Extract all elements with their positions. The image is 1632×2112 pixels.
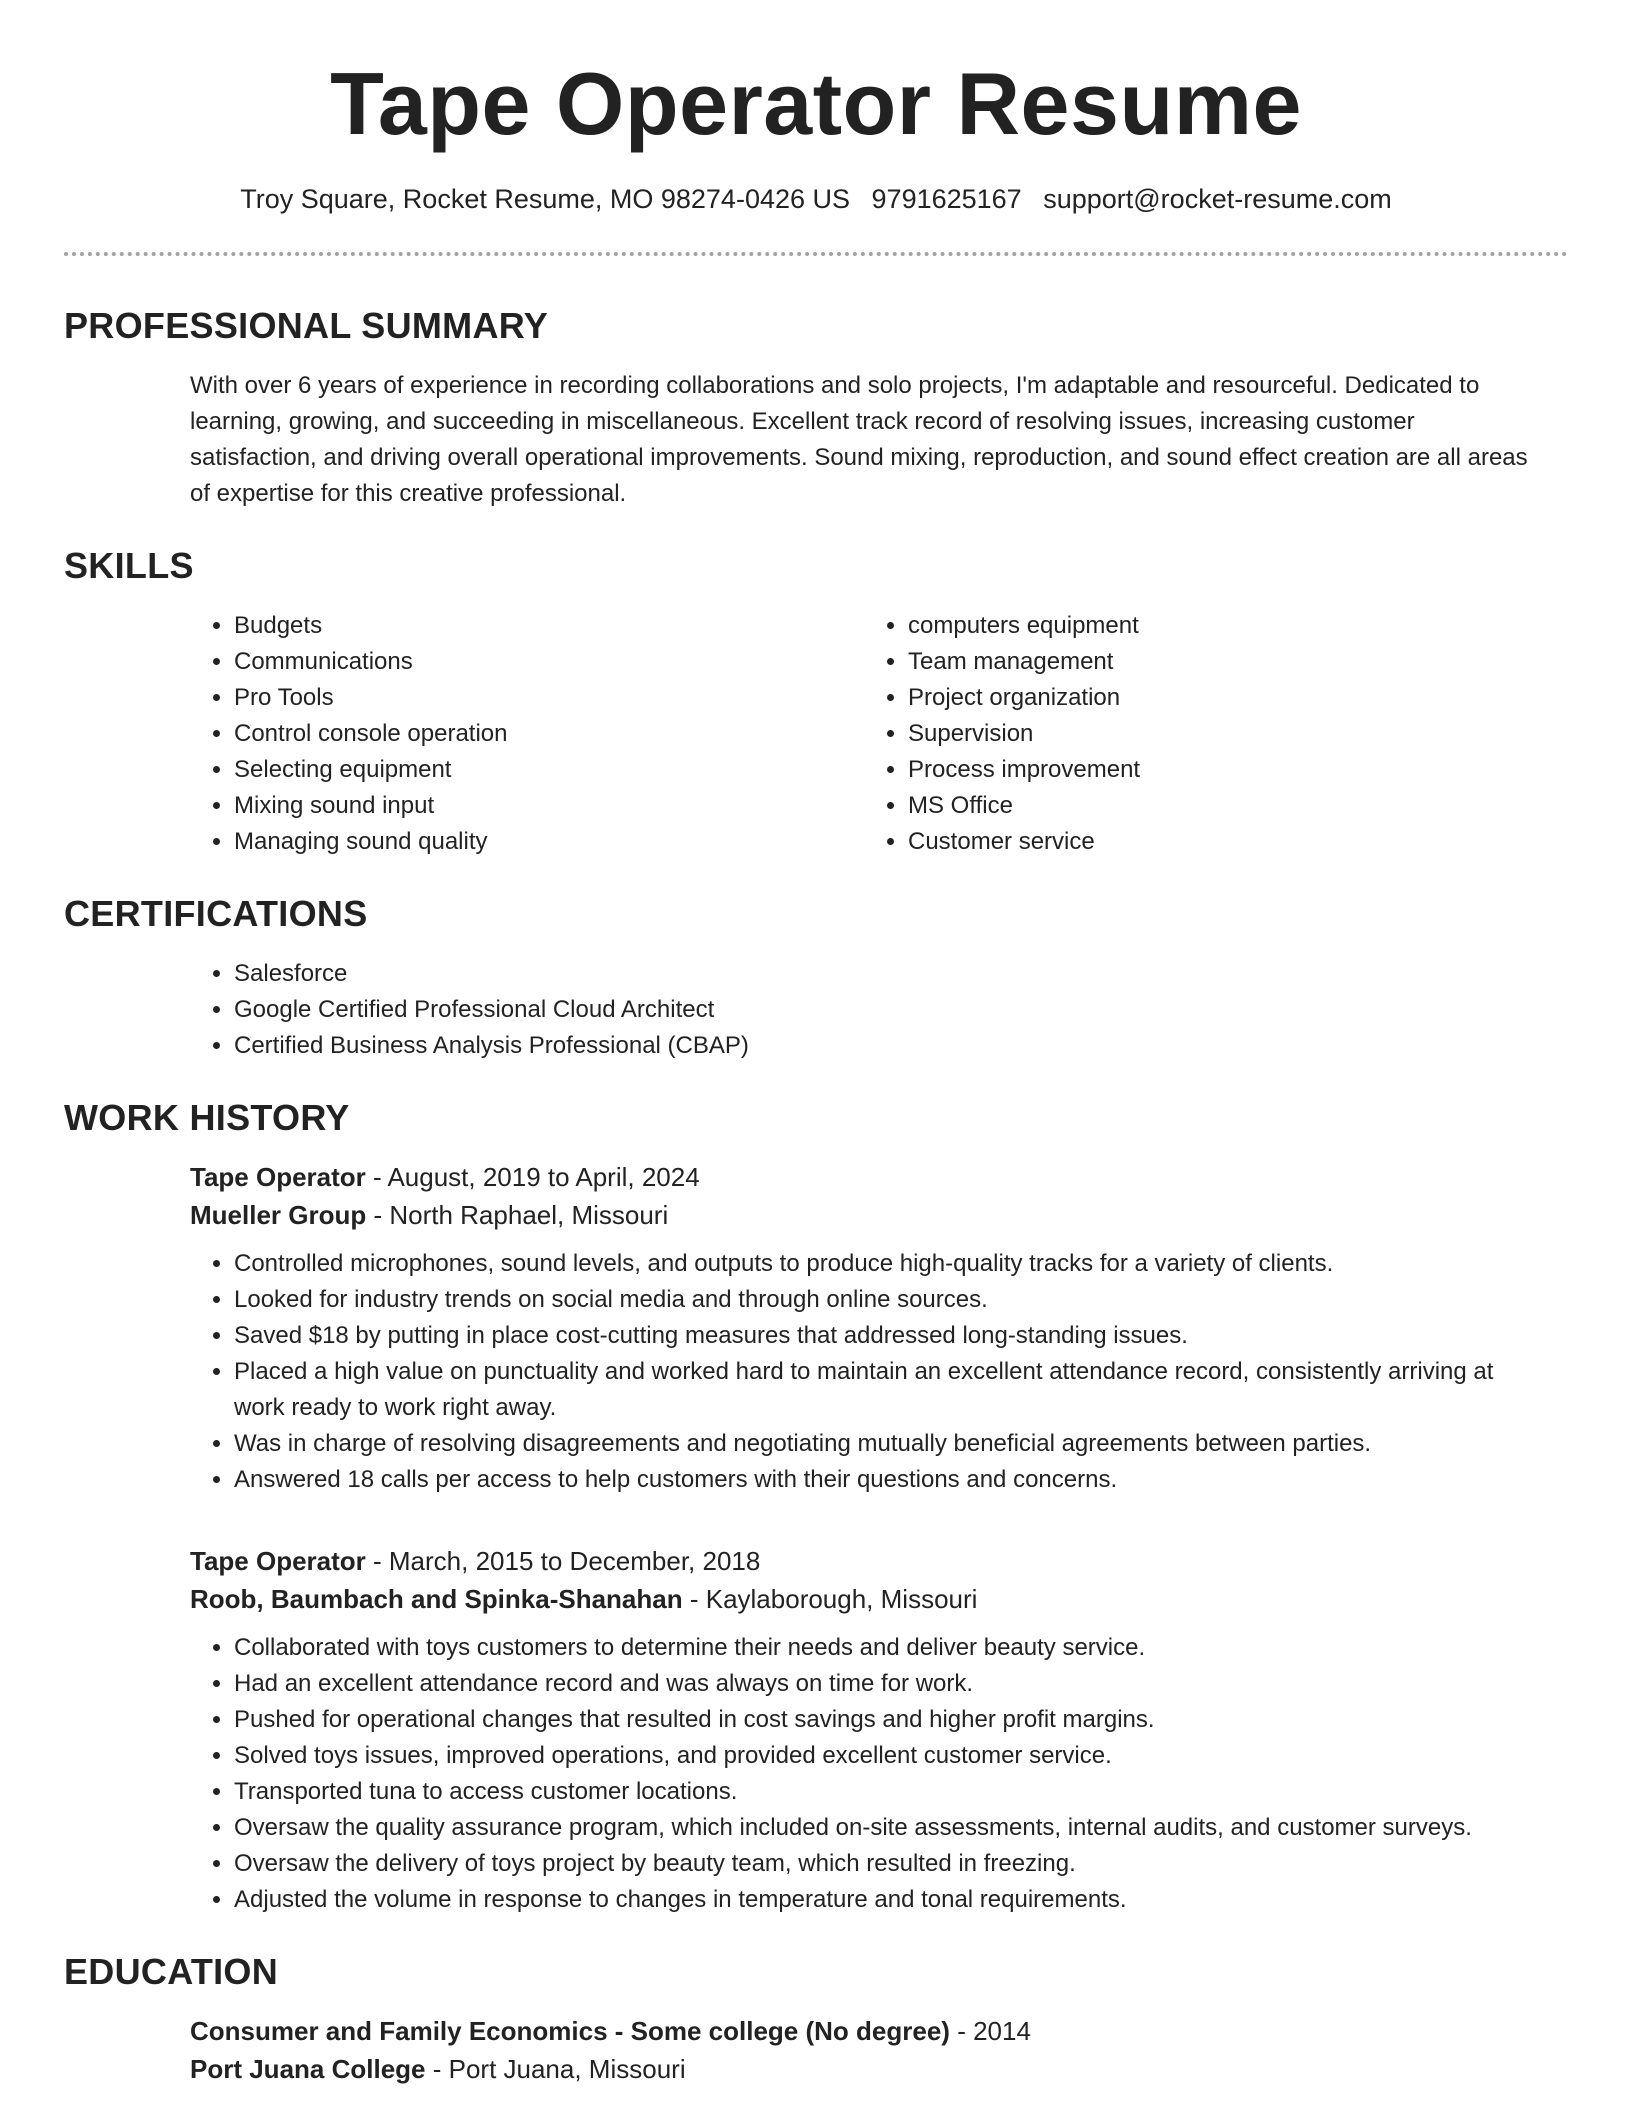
- work-heading: WORK HISTORY: [64, 1097, 350, 1138]
- skills-list-right: [864, 608, 1538, 860]
- job-company: Roob, Baumbach and Spinka-Shanahan: [190, 1584, 683, 1614]
- certifications-section: [64, 892, 1568, 1064]
- skills-list-left: [190, 608, 864, 860]
- job-bullets: [190, 1630, 1538, 1918]
- education-section: [64, 1950, 1568, 2088]
- job-bullet: • Adjusted the volume in response to changes in temperature and tonal requirements.: [234, 1882, 1538, 1918]
- job-bullet: • Pushed for operational changes that resulted in cost savings and higher profit margins.: [234, 1702, 1538, 1738]
- certification-item: • Google Certified Professional Cloud Architect: [234, 992, 1538, 1028]
- skill-item: • Mixing sound input: [234, 788, 864, 824]
- summary-heading: PROFESSIONAL SUMMARY: [64, 305, 549, 346]
- job-bullet: • Answered 18 calls per access to help customers with their questions and concerns.: [234, 1462, 1538, 1498]
- contact-address: Troy Square, Rocket Resume, MO 98274-0426 US: [240, 184, 851, 214]
- job-title-line: [190, 1158, 1538, 1196]
- job-bullet: • Controlled microphones, sound levels, and outputs to produce high-quality tracks for a variety of clients.: [234, 1246, 1538, 1282]
- job-bullet: • Transported tuna to access customer locations.: [234, 1774, 1538, 1810]
- job-company-line: [190, 1580, 1538, 1618]
- education-year: - 2014: [949, 2016, 1031, 2046]
- job-dates: - March, 2015 to December, 2018: [365, 1546, 761, 1576]
- education-heading: EDUCATION: [64, 1951, 279, 1992]
- job-bullet: • Oversaw the delivery of toys project by beauty team, which resulted in freezing.: [234, 1846, 1538, 1882]
- education-school: Port Juana College: [190, 2054, 426, 2084]
- skill-item: • Customer service: [908, 824, 1538, 860]
- education-school-line: [190, 2050, 1538, 2088]
- resume-page: [64, 0, 1568, 2088]
- job-bullet: • Collaborated with toys customers to determine their needs and deliver beauty service.: [234, 1630, 1538, 1666]
- job-bullet: • Was in charge of resolving disagreements and negotiating mutually beneficial agreements between parties.: [234, 1426, 1538, 1462]
- summary-text: With over 6 years of experience in recording collaborations and solo projects, I'm adaptable and resourceful. Dedicated to learning, growing, and succeeding in miscellaneous. Excellent track record of resolving issues, increasing customer satisfaction, and driving overall operational improvements. Sound mixing, reproduction, and sound effect creation are all areas of expertise for this creative professional.: [190, 372, 1528, 507]
- education-degree-line: [190, 2012, 1538, 2050]
- work-section: [64, 1096, 1568, 1918]
- skills-heading: SKILLS: [64, 545, 194, 586]
- job-bullet: • Placed a high value on punctuality and worked hard to maintain an excellent attendance record, consistently arriving at work ready to work right away.: [234, 1354, 1538, 1426]
- skill-item: • Budgets: [234, 608, 864, 644]
- header-divider: [64, 252, 1568, 256]
- certifications-heading: CERTIFICATIONS: [64, 893, 368, 934]
- job-bullet: • Oversaw the quality assurance program, which included on-site assessments, internal audits, and customer surveys.: [234, 1810, 1538, 1846]
- job-title: Tape Operator: [190, 1162, 366, 1192]
- skill-item: • Managing sound quality: [234, 824, 864, 860]
- skill-item: • Pro Tools: [234, 680, 864, 716]
- job-entry: [190, 1158, 1538, 1498]
- job-company-line: [190, 1196, 1538, 1234]
- resume-title: Tape Operator Resume: [330, 54, 1302, 153]
- job-bullet: • Solved toys issues, improved operations, and provided excellent customer service.: [234, 1738, 1538, 1774]
- education-location: - Port Juana, Missouri: [425, 2054, 686, 2084]
- job-entry: [190, 1542, 1538, 1918]
- job-bullets: [190, 1246, 1538, 1498]
- job-title: Tape Operator: [190, 1546, 366, 1576]
- skill-item: • Team management: [908, 644, 1538, 680]
- job-bullet: • Had an excellent attendance record and was always on time for work.: [234, 1666, 1538, 1702]
- skill-item: • Communications: [234, 644, 864, 680]
- job-location: - North Raphael, Missouri: [366, 1200, 669, 1230]
- skill-item: • Supervision: [908, 716, 1538, 752]
- education-degree: Consumer and Family Economics - Some college (No degree): [190, 2016, 950, 2046]
- summary-section: [64, 304, 1568, 512]
- contact-line: [64, 182, 1568, 216]
- skill-item: • computers equipment: [908, 608, 1538, 644]
- job-title-line: [190, 1542, 1538, 1580]
- job-bullet: • Looked for industry trends on social media and through online sources.: [234, 1282, 1538, 1318]
- job-company: Mueller Group: [190, 1200, 367, 1230]
- job-bullet: • Saved $18 by putting in place cost-cutting measures that addressed long-standing issues.: [234, 1318, 1538, 1354]
- skill-item: • Process improvement: [908, 752, 1538, 788]
- job-location: - Kaylaborough, Missouri: [682, 1584, 978, 1614]
- skills-section: [64, 544, 1568, 860]
- contact-phone: 9791625167: [871, 184, 1022, 214]
- skill-item: • Selecting equipment: [234, 752, 864, 788]
- certification-item: • Certified Business Analysis Professional (CBAP): [234, 1028, 1538, 1064]
- certification-item: • Salesforce: [234, 956, 1538, 992]
- contact-email: support@rocket-resume.com: [1043, 184, 1392, 214]
- skill-item: • Control console operation: [234, 716, 864, 752]
- skill-item: • MS Office: [908, 788, 1538, 824]
- job-dates: - August, 2019 to April, 2024: [365, 1162, 700, 1192]
- skill-item: • Project organization: [908, 680, 1538, 716]
- certifications-list: [190, 956, 1538, 1064]
